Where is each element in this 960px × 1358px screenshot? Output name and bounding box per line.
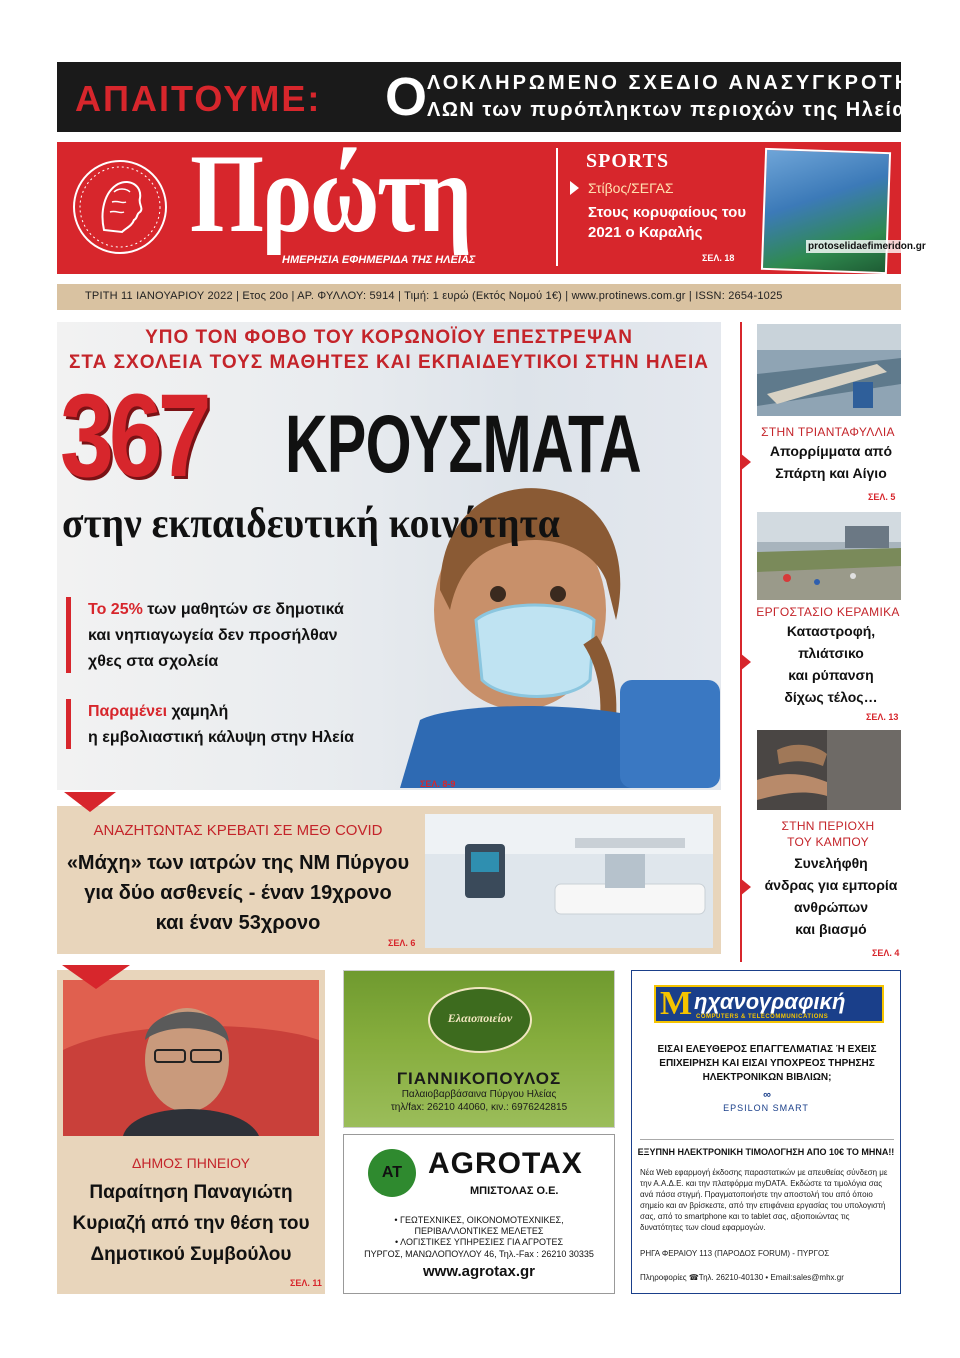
right-story-2-line-4: δίχως τέλος… <box>784 689 878 705</box>
lead-kicker-line-1: ΥΠΟ ΤΟΝ ΦΟΒΟ ΤΟΥ ΚΟΡΩΝΟΪΟΥ ΕΠΕΣΤΡΕΨΑΝ <box>145 327 633 348</box>
mhx-logo-sub: COMPUTERS & TELECOMMUNICATIONS <box>696 1014 829 1020</box>
right-story-3-line-3: ανθρώπων <box>794 899 868 915</box>
sports-headline[interactable]: Στους κορυφαίους του 2021 ο Καραλής <box>588 204 747 241</box>
lead-kicker-line-2: ΣΤΑ ΣΧΟΛΕΙΑ ΤΟΥΣ ΜΑΘΗΤΕΣ ΚΑΙ ΕΚΠΑΙΔΕΥΤΙΚΟΙ ΣΤΗΝ ΗΛΕΙΑ <box>69 352 709 373</box>
agrotax-service-1: • ΓΕΩΤΕΧΝΙΚΕΣ, ΟΙΚΟΝΟΜΟΤΕΧΝΙΚΕΣ, <box>394 1215 564 1225</box>
lead-headline-number[interactable]: 367 <box>60 370 207 502</box>
bullet-1-line-2: και νηπιαγωγεία δεν προσήλθαν <box>88 627 338 644</box>
bullet-2-marker <box>66 699 71 749</box>
mhx-logo-text: ηχανογραφική <box>694 989 846 1014</box>
issue-info-bar <box>57 284 901 310</box>
ceramics-factory-photo <box>757 512 901 600</box>
mhx-divider <box>640 1139 894 1140</box>
right-story-3-page-ref: ΣΕΛ. 4 <box>872 948 900 958</box>
right-story-3-headline[interactable] <box>756 852 906 940</box>
pineios-headline-line-1: Παραίτηση Παναγιώτη <box>89 1182 293 1203</box>
olive-ad-name: ΓΙΑΝΝΙΚΟΠΟΥΛΟΣ <box>396 1069 562 1088</box>
mhx-address: ΡΗΓΑ ΦΕΡΑΙΟΥ 113 (ΠΑΡΟΔΟΣ FORUM) - ΠΥΡΓΟΣ <box>640 1249 830 1258</box>
sports-magazine-photo <box>761 148 891 274</box>
issue-info-text: ΤΡΙΤΗ 11 ΙΑΝΟΥΑΡΙΟΥ 2022 | Ετος 20ο | ΑΡ. ΦΥΛΛΟΥ: 5914 | Τιμή: 1 ευρώ (Εκτός Νομού 1€) | www.protinews.com.gr | ISSN: 2654-1025 <box>85 290 783 302</box>
pineios-kicker: ΔΗΜΟΣ ΠΗΝΕΙΟΥ <box>132 1155 250 1171</box>
right-story-1-kicker: ΣΤΗΝ ΤΡΙΑΝΤΑΦΥΛΛΙΑ <box>761 425 895 439</box>
agrotax-service-2: • ΛΟΓΙΣΤΙΚΕΣ ΥΠΗΡΕΣΙΕΣ ΓΙΑ ΑΓΡΟΤΕΣ <box>394 1237 564 1247</box>
covid-headline-line-3: και έναν 53χρονο <box>155 912 321 934</box>
covid-headline-line-2: για δύο ασθενείς - έναν 19χρονο <box>84 882 392 904</box>
olive-ad-phone: τηλ/fax: 26210 44060, κιν.: 6976242815 <box>390 1102 568 1113</box>
covid-triangle-icon <box>64 792 116 812</box>
sports-category: Στίβος/ΣΕΓΑΣ <box>588 180 674 196</box>
agrotax-name: AGROTAX <box>428 1147 583 1180</box>
agrotax-subtitle: ΜΠΙΣΤΟΛΑΣ Ο.Ε. <box>470 1185 559 1197</box>
sports-arrow-icon <box>570 181 579 195</box>
bullet-1-highlight: Το 25% <box>88 601 143 618</box>
bullet-1-marker <box>66 597 71 673</box>
pineios-headline[interactable] <box>57 1177 325 1270</box>
right-story-2-arrow-icon <box>740 653 751 671</box>
mhx-logo <box>654 985 884 1023</box>
lead-bullet-1 <box>88 597 344 675</box>
masthead-divider <box>556 148 558 266</box>
bullet-1-line-3: χθες στα σχολεία <box>88 653 219 670</box>
olive-press-ad[interactable] <box>343 970 615 1128</box>
banner-line-2: ΛΩΝ των πυρόπληκτων περιοχών της Ηλείας <box>427 99 919 121</box>
right-story-2-line-2: πλιάτσικο <box>798 645 864 661</box>
olive-tree-badge-icon <box>428 987 532 1053</box>
olive-brand: Ελαιοποιείον <box>447 1011 513 1025</box>
covid-headline[interactable] <box>57 848 419 938</box>
covid-headline-line-1: «Μάχη» των ιατρών της ΝΜ Πύργου <box>66 852 410 874</box>
covid-kicker: ΑΝΑΖΗΤΩΝΤΑΣ ΚΡΕΒΑΤΙ ΣΕ ΜΕΘ COVID <box>93 822 383 839</box>
mhx-contact: Πληροφορίες ☎Τηλ. 26210-40130 • Email:sales@mhx.gr <box>640 1273 844 1282</box>
right-story-1-line-2: Σπάρτη και Αίγιο <box>775 465 887 481</box>
lead-page-ref: ΣΕΛ. 8-9 <box>420 779 456 789</box>
right-story-1-headline[interactable] <box>756 440 906 484</box>
right-story-3-line-4: και βιασμό <box>795 921 867 937</box>
olive-ad-address: Παλαιοβαρβάσαινα Πύργου Ηλείας <box>401 1089 557 1100</box>
right-story-3-kicker-line-2: ΤΟΥ ΚΑΜΠΟΥ <box>787 835 869 849</box>
agrotax-address: ΠΥΡΓΟΣ, ΜΑΝΩΛΟΠΟΥΛΟΥ 46, Τηλ.-Fax : 26210 30335 <box>364 1249 594 1259</box>
pineios-headline-line-2: Κυριαζή από την θέση του <box>72 1213 310 1234</box>
right-story-3-kicker-line-1: ΣΤΗΝ ΠΕΡΙΟΧΗ <box>781 819 875 833</box>
right-story-2-line-1: Καταστροφή, <box>786 623 876 639</box>
banner-line-1: ΛΟΚΛΗΡΩΜΕΝΟ ΣΧΕΔΙΟ ΑΝΑΣΥΓΚΡΟΤΗΣΗΣ <box>427 72 960 94</box>
right-story-2-line-3: και ρύπανση <box>788 667 874 683</box>
mhx-ad[interactable] <box>631 970 901 1294</box>
arrest-hands-photo <box>757 730 901 810</box>
bullet-2-highlight: Παραμένει <box>88 703 168 720</box>
covid-page-ref: ΣΕΛ. 6 <box>388 938 416 948</box>
pineios-page-ref: ΣΕΛ. 11 <box>290 1278 322 1288</box>
pineios-headline-line-3: Δημοτικού Συμβούλου <box>90 1244 292 1265</box>
right-story-1-line-1: Απορρίμματα από <box>769 443 893 459</box>
epsilon-logo-icon: ∞ <box>763 1089 771 1101</box>
pineios-triangle-icon <box>62 965 130 989</box>
right-story-2-kicker: ΕΡΓΟΣΤΑΣΙΟ ΚΕΡΑΜΙΚΑ <box>756 605 900 619</box>
agrotax-logo-icon: AT <box>368 1149 416 1197</box>
politician-portrait-photo <box>63 980 319 1136</box>
right-story-3-kicker <box>748 818 908 850</box>
agrotax-url-link[interactable]: www.agrotax.gr <box>423 1263 535 1280</box>
newspaper-subtitle: ΗΜΕΡΗΣΙΑ ΕΦΗΜΕΡΙΔΑ ΤΗΣ ΗΛΕΙΑΣ <box>282 254 476 266</box>
right-story-3-arrow-icon <box>740 878 751 896</box>
recycling-plant-photo <box>757 324 901 416</box>
right-story-2-headline[interactable] <box>756 620 906 708</box>
mhx-logo-letter: M <box>660 985 693 1022</box>
lead-bullet-2 <box>88 699 354 751</box>
watermark: protoselidaefimeridon.gr <box>808 241 926 252</box>
banner-big-letter: Ο <box>385 67 428 127</box>
bullet-2-line-2: η εμβολιαστική κάλυψη στην Ηλεία <box>88 729 354 746</box>
sports-label: SPORTS <box>586 150 670 172</box>
icu-ward-photo <box>425 814 713 948</box>
mhx-offer: ΕΞΥΠΝΗ ΗΛΕΚΤΡΟΝΙΚΗ ΤΙΜΟΛΟΓΗΣΗ ΑΠΟ 10€ ΤΟ ΜΗΝΑ!! <box>637 1147 895 1157</box>
top-banner <box>57 62 960 132</box>
lead-headline-subline[interactable]: στην εκπαιδευτική κοινότητα <box>62 501 560 547</box>
sports-page-ref: ΣΕΛ. 18 <box>702 253 735 263</box>
banner-label: ΑΠΑΙΤΟΥΜΕ: <box>75 78 322 119</box>
newspaper-title: Πρώτη <box>190 132 470 256</box>
mhx-question: ΕΙΣΑΙ ΕΛΕΥΘΕΡΟΣ ΕΠΑΓΓΕΛΜΑΤΙΑΣ Ή ΕΧΕΙΣ ΕΠΙΧΕΙΡΗΣΗ ΚΑΙ ΕΙΣΑΙ ΥΠΟΧΡΕΟΣ ΤΗΡΗΣΗΣ ΗΛΕΚΤΡΟΝΙΚΩΝ ΒΙΒΛΙΩΝ; <box>657 1044 877 1083</box>
right-story-2-page-ref: ΣΕΛ. 13 <box>866 712 899 722</box>
right-story-1-arrow-icon <box>740 453 751 471</box>
agrotax-service-1b: ΠΕΡΙΒΑΛΛΟΝΤΙΚΕΣ ΜΕΛΕΤΕΣ <box>414 1226 544 1236</box>
right-story-3-line-1: Συνελήφθη <box>794 855 868 871</box>
right-story-3-line-2: άνδρας για εμπορία <box>764 877 898 893</box>
coin-portrait-icon <box>70 152 170 262</box>
mhx-partner: EPSILON SMART <box>723 1103 809 1113</box>
bullet-1-text: των μαθητών σε δημοτικά <box>142 601 344 618</box>
right-column-divider <box>740 322 742 962</box>
mhx-body: Νέα Web εφαρμογή έκδοσης παραστατικών με απευθείας σύνδεση με την Α.Α.Δ.Ε. και την πλατφόρμα myDATA. Εκδώστε τα τιμολόγια σας ανά πάσα στιγμή. Πραγματοποιήστε την αποστολή του από όποιο σημείο και αν βρίσκεστε, από την επιφάνεια εργασίας του υπολογιστή σας, από το smartphone και το tablet σας, αξιοποιώντας τις δυνατότητες των cloud εφαρμογών. <box>640 1168 888 1232</box>
right-story-1-page-ref: ΣΕΛ. 5 <box>868 492 896 502</box>
bullet-2-text: χαμηλή <box>167 703 229 720</box>
lead-headline-word[interactable]: ΚΡΟΥΣΜΑΤΑ <box>285 399 641 490</box>
agrotax-ad[interactable] <box>343 1134 615 1294</box>
